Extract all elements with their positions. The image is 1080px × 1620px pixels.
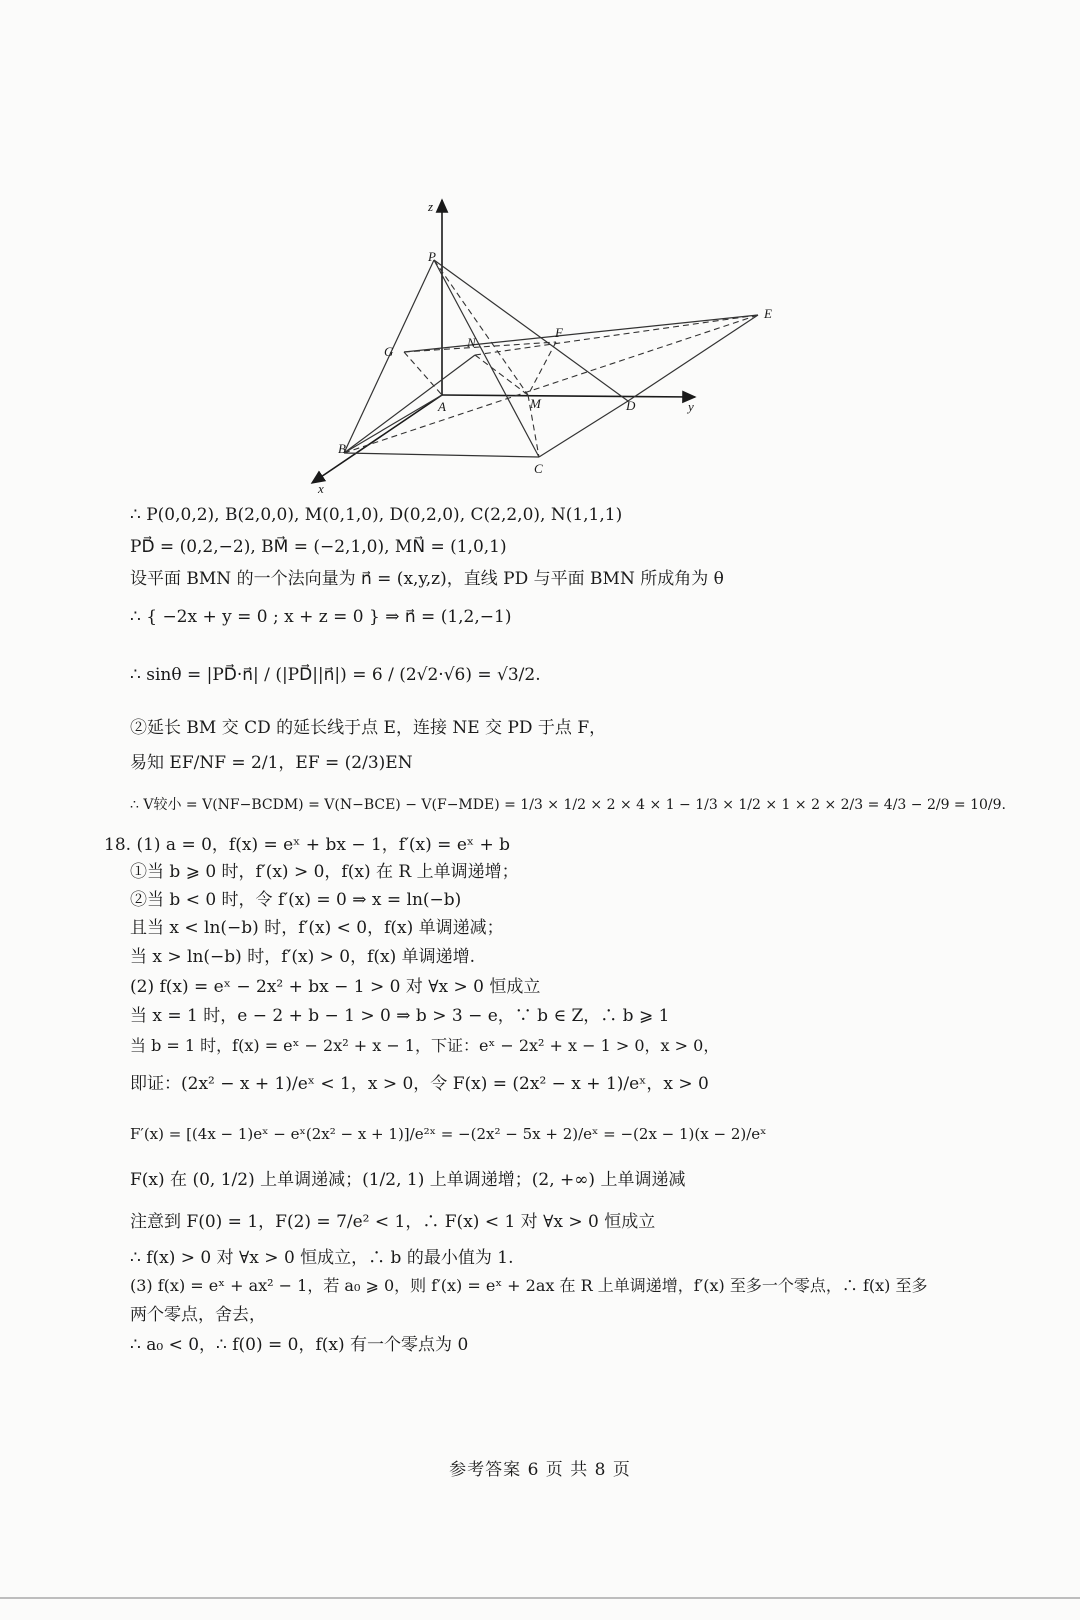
bottom-divider xyxy=(0,1597,1080,1599)
label-y-axis: y xyxy=(688,399,694,414)
label-D: D xyxy=(626,398,636,413)
label-P: P xyxy=(428,249,436,264)
text-line: F′(x) = [(4x − 1)eˣ − eˣ(2x² − x + 1)]/e²ˣ = −(2x² − 5x + 2)/eˣ = −(2x − 1)(x − 2)/eˣ xyxy=(130,1125,767,1143)
text-line: ∴ V较小 = V(NF−BCDM) = V(N−BCE) − V(F−MDE) = 1/3 × 1/2 × 2 × 4 × 1 − 1/3 × 1/2 × 1 × 2 × 2/3 = 4/3 − 2/9 = 10/9. xyxy=(130,797,1007,813)
label-E: E xyxy=(764,306,772,321)
edge-NM xyxy=(475,355,528,395)
text-line: (2) f(x) = eˣ − 2x² + bx − 1 > 0 对 ∀x > 0 恒成立 xyxy=(130,977,541,997)
label-F: F xyxy=(555,325,563,340)
edge-BE xyxy=(344,315,758,453)
text-line: ∴ a₀ < 0，∴ f(0) = 0，f(x) 有一个零点为 0 xyxy=(130,1335,469,1355)
text-line: ①当 b ⩾ 0 时，f′(x) > 0，f(x) 在 R 上单调递增； xyxy=(130,862,519,882)
label-C: C xyxy=(534,461,543,476)
edge-BC xyxy=(344,453,539,457)
label-N: N xyxy=(467,335,476,350)
problem-18-heading: 18. (1) a = 0，f(x) = eˣ + bx − 1，f′(x) = eˣ + b xyxy=(104,835,511,855)
label-B: B xyxy=(338,441,346,456)
edge-BN xyxy=(344,355,475,453)
page-footer: 参考答案 6 页 共 8 页 xyxy=(449,1460,631,1480)
text-line: ∴ sinθ = |PD⃗·n⃗| / (|PD⃗||n⃗|) = 6 / (2√2·√6) = √3/2. xyxy=(130,665,541,685)
edge-CD xyxy=(539,401,628,457)
edge-DE xyxy=(628,315,758,401)
label-G: G xyxy=(384,344,394,359)
text-line: 即证：(2x² − x + 1)/eˣ < 1，x > 0，令 F(x) = (2x² − x + 1)/eˣ，x > 0 xyxy=(130,1074,709,1094)
text-line: ∴ { −2x + y = 0 ; x + z = 0 } ⇒ n⃗ = (1,2,−1) xyxy=(130,607,512,627)
label-x-axis: x xyxy=(318,481,324,496)
text-line: 当 b = 1 时，f(x) = eˣ − 2x² + x − 1，下证：eˣ − 2x² + x − 1 > 0，x > 0， xyxy=(130,1036,720,1055)
edge-BA xyxy=(344,395,442,453)
label-M: M xyxy=(530,396,541,411)
text-line: 设平面 BMN 的一个法向量为 n⃗ = (x,y,z)，直线 PD 与平面 BMN 所成角为 θ xyxy=(130,569,724,589)
text-line: ∴ P(0,0,2), B(2,0,0), M(0,1,0), D(0,2,0), C(2,2,0), N(1,1,1) xyxy=(130,505,623,525)
edge-FM xyxy=(528,342,556,395)
text-line: F(x) 在 (0, 1/2) 上单调递减；(1/2, 1) 上单调递增；(2, +∞) 上单调递减 xyxy=(130,1170,686,1190)
text-line: (3) f(x) = eˣ + ax² − 1，若 a₀ ⩾ 0，则 f′(x) = eˣ + 2ax 在 R 上单调递增，f′(x) 至多一个零点，∴ f(x) 至多 xyxy=(130,1276,928,1295)
text-line: PD⃗ = (0,2,−2), BM⃗ = (−2,1,0), MN⃗ = (1,0,1) xyxy=(130,537,507,557)
text-line: ②当 b < 0 时，令 f′(x) = 0 ⇒ x = ln(−b) xyxy=(130,890,462,910)
y-axis xyxy=(442,395,695,397)
text-line: ②延长 BM 交 CD 的延长线于点 E，连接 NE 交 PD 于点 F， xyxy=(130,718,607,738)
text-line: ∴ f(x) > 0 对 ∀x > 0 恒成立，∴ b 的最小值为 1. xyxy=(130,1248,514,1268)
label-A: A xyxy=(438,399,446,414)
pyramid-figure xyxy=(300,195,820,505)
text-line: 两个零点，舍去， xyxy=(130,1305,266,1325)
text-line: 当 x > ln(−b) 时，f′(x) > 0，f(x) 单调递增. xyxy=(130,947,476,967)
text-line: 注意到 F(0) = 1，F(2) = 7/e² < 1，∴ F(x) < 1 对 ∀x > 0 恒成立 xyxy=(130,1212,656,1232)
x-axis xyxy=(312,395,442,483)
edge-PC xyxy=(434,260,539,457)
text-line: 易知 EF/NF = 2/1，EF = (2/3)EN xyxy=(130,753,413,773)
label-z-axis: z xyxy=(428,199,434,214)
edge-PD xyxy=(434,260,628,401)
text-line: 当 x = 1 时，e − 2 + b − 1 > 0 ⇒ b > 3 − e，∵ b ∈ Z，∴ b ⩾ 1 xyxy=(130,1006,670,1026)
edge-GE xyxy=(404,315,758,352)
text-line: 且当 x < ln(−b) 时，f′(x) < 0，f(x) 单调递减； xyxy=(130,918,504,938)
edge-GA xyxy=(404,352,442,395)
